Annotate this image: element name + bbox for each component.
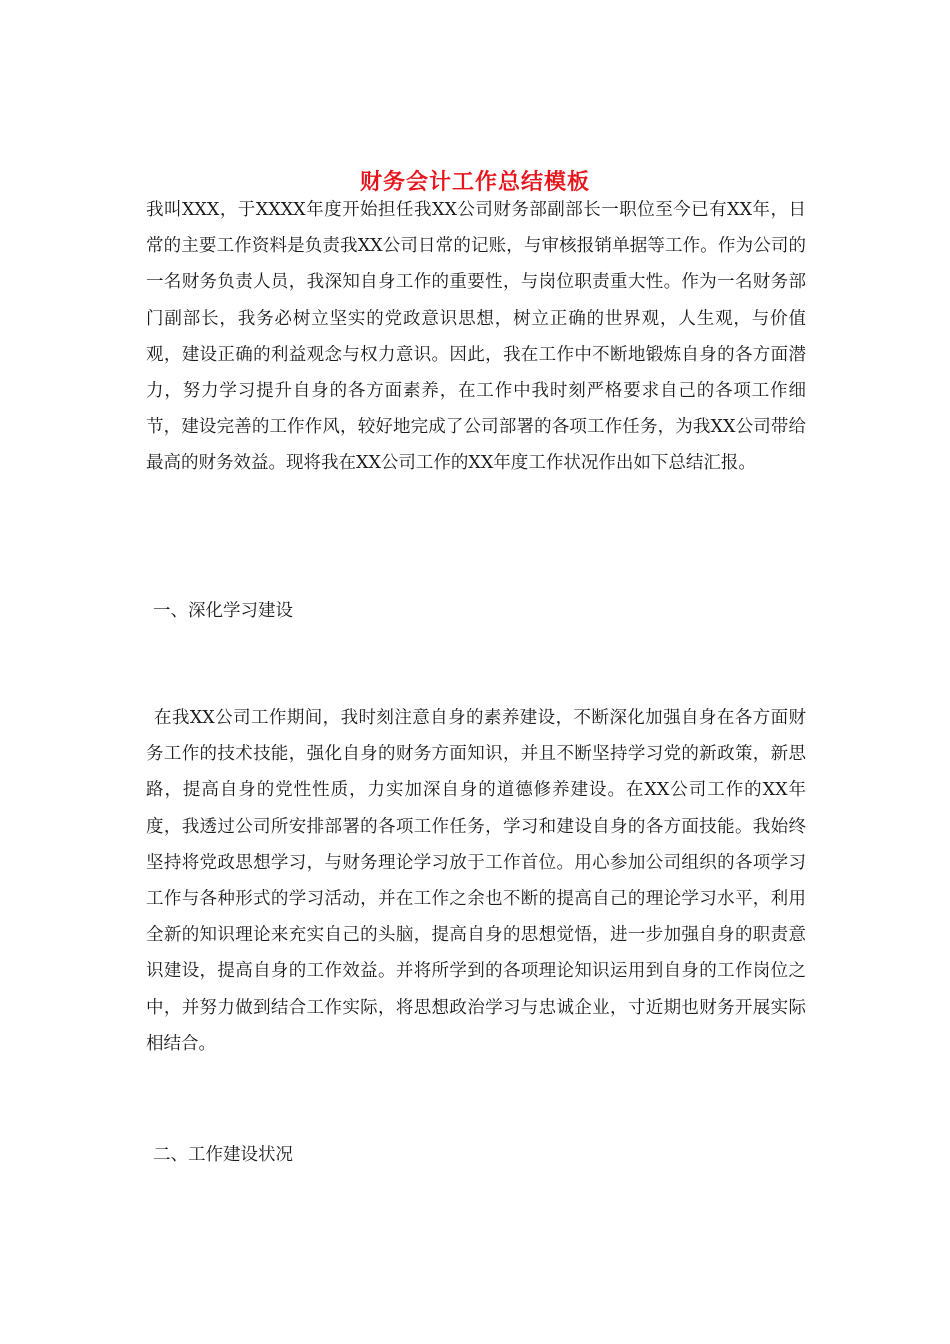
- section-heading-2: 二、工作建设状况: [153, 1145, 293, 1165]
- document-title: 财务会计工作总结模板: [359, 168, 590, 195]
- intro-paragraph: 我叫XXX，于XXXX年度开始担任我XX公司财务部副部长一职位至今已有XX年，日常的主要工作资料是负责我XX公司日常的记账，与审核报销单据等工作。作为公司的一名财务负责人员，我深知自身工作的重要性，与岗位职责重大性。作为一名财务部门副部长，我务必树立坚实的党政意识思想，树立正确的世界观，人生观，与价值观，建设正确的利益观念与权力意识。因此，我在工作中不断地锻炼自身的各方面潜力，努力学习提升自身的各方面素养，在工作中我时刻严格要求自己的各项工作细节，建设完善的工作作风，较好地完成了公司部署的各项工作任务，为我XX公司带给最高的财务效益。现将我在XX公司工作的XX年度工作状况作出如下总结汇报。: [146, 200, 806, 474]
- section-heading-1: 一、深化学习建设: [153, 601, 293, 621]
- section-1-paragraph: 在我XX公司工作期间，我时刻注意自身的素养建设，不断深化加强自身在各方面财务工作的技术技能，强化自身的财务方面知识，并且不断坚持学习党的新政策，新思路，提高自身的党性性质，力实加深自身的道德修养建设。在XX公司工作的XX年度，我透过公司所安排部署的各项工作任务，学习和建设自身的各方面技能。我始终坚持将党政思想学习，与财务理论学习放于工作首位。用心参加公司组织的各项学习工作与各种形式的学习活动，并在工作之余也不断的提高自己的理论学习水平，利用全新的知识理论来充实自己的头脑，提高自身的思想觉悟，进一步加强自身的职责意识建设，提高自身的工作效益。并将所学到的各项理论知识运用到自身的工作岗位之中，并努力做到结合工作实际，将思想政治学习与忠诚企业，寸近期也财务开展实际相结合。: [146, 708, 806, 1054]
